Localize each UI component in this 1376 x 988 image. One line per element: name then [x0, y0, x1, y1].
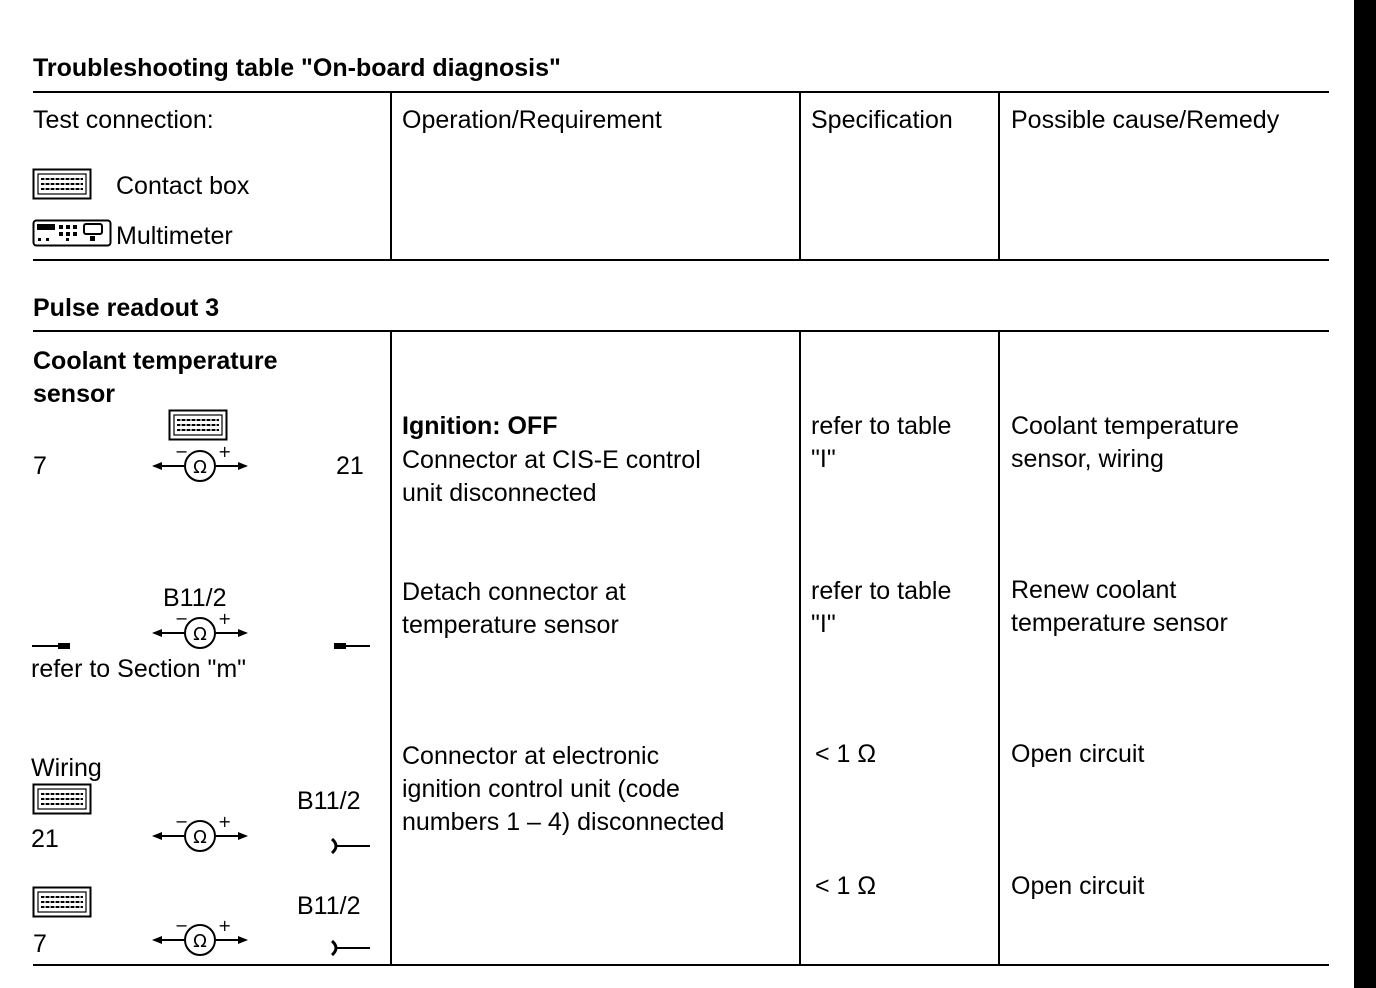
header-divider-1 [390, 92, 392, 260]
body-divider-1 [390, 331, 392, 965]
contact-box-icon [32, 783, 92, 815]
svg-text:−: − [175, 920, 189, 935]
specification-line: "I" [811, 610, 836, 638]
svg-text:Ω: Ω [193, 827, 207, 848]
header-divider-2 [799, 92, 801, 260]
svg-text:+: + [218, 920, 232, 935]
operation-bold: Ignition: OFF [402, 412, 558, 440]
specification-value: < 1 Ω [815, 740, 877, 768]
specification-value: < 1 Ω [815, 872, 877, 900]
body-divider-3 [998, 331, 1000, 965]
operation-line: unit disconnected [402, 479, 597, 507]
operation-line: numbers 1 – 4) disconnected [402, 808, 725, 836]
svg-text:Ω: Ω [193, 457, 207, 478]
cause-line: Renew coolant [1011, 576, 1177, 604]
specification-line: refer to table [811, 577, 952, 605]
component-heading-line1: Coolant temperature [33, 347, 278, 375]
svg-text:−: − [175, 446, 189, 461]
specification-line: "I" [811, 445, 836, 473]
section-reference-note: refer to Section "m" [31, 655, 247, 683]
plug-connector-left-icon [32, 638, 72, 654]
section-rule [33, 330, 1329, 332]
cause-line: temperature sensor [1011, 609, 1228, 637]
specification-line: refer to table [811, 412, 952, 440]
header-test-connection: Test connection: [33, 106, 214, 134]
socket-connector-icon [328, 938, 372, 958]
header-top-rule [33, 91, 1329, 93]
cause-line: Open circuit [1011, 740, 1145, 768]
pin-right: B11/2 [297, 787, 361, 815]
operation-line: ignition control unit (code [402, 775, 680, 803]
contact-box-icon [32, 886, 92, 918]
header-divider-3 [998, 92, 1000, 260]
operation-line: Detach connector at [402, 578, 626, 606]
page-title: Troubleshooting table "On-board diagnosis" [33, 54, 561, 82]
contact-box-icon [32, 168, 92, 200]
section-heading: Pulse readout 3 [33, 294, 220, 322]
svg-text:Ω: Ω [193, 624, 207, 645]
cause-line: Coolant temperature [1011, 412, 1239, 440]
body-divider-2 [799, 331, 801, 965]
header-operation: Operation/Requirement [402, 106, 662, 134]
component-code: B11/2 [163, 584, 227, 612]
component-heading-line2: sensor [33, 380, 115, 408]
legend-multimeter: Multimeter [116, 222, 233, 250]
header-possible-cause: Possible cause/Remedy [1011, 106, 1280, 134]
svg-text:+: + [218, 446, 232, 461]
svg-text:+: + [218, 613, 232, 628]
socket-connector-icon [328, 836, 372, 856]
svg-text:Ω: Ω [193, 931, 207, 952]
pin-left: 7 [33, 452, 47, 480]
pin-left: 7 [33, 930, 47, 958]
svg-text:+: + [218, 816, 232, 831]
ohmmeter-symbol-icon [150, 446, 250, 486]
table-bottom-rule [33, 964, 1329, 966]
operation-line: Connector at CIS-E control [402, 446, 701, 474]
cause-line: Open circuit [1011, 872, 1145, 900]
pin-left: 21 [31, 825, 59, 853]
ohmmeter-symbol-icon [150, 613, 250, 653]
svg-text:−: − [175, 613, 189, 628]
multimeter-icon [32, 219, 112, 247]
scan-edge-bar [1354, 0, 1376, 988]
wiring-label: Wiring [31, 754, 102, 782]
operation-line: Connector at electronic [402, 742, 660, 770]
socket-connector-right-icon [332, 638, 372, 654]
legend-contact-box: Contact box [116, 172, 250, 200]
contact-box-icon [168, 409, 228, 441]
header-bottom-rule [33, 259, 1329, 261]
cause-line: sensor, wiring [1011, 445, 1164, 473]
operation-line: temperature sensor [402, 611, 619, 639]
pin-right: B11/2 [297, 892, 361, 920]
ohmmeter-symbol-icon [150, 816, 250, 856]
pin-right: 21 [336, 452, 364, 480]
header-specification: Specification [811, 106, 953, 134]
svg-text:−: − [175, 816, 189, 831]
ohmmeter-symbol-icon [150, 920, 250, 960]
